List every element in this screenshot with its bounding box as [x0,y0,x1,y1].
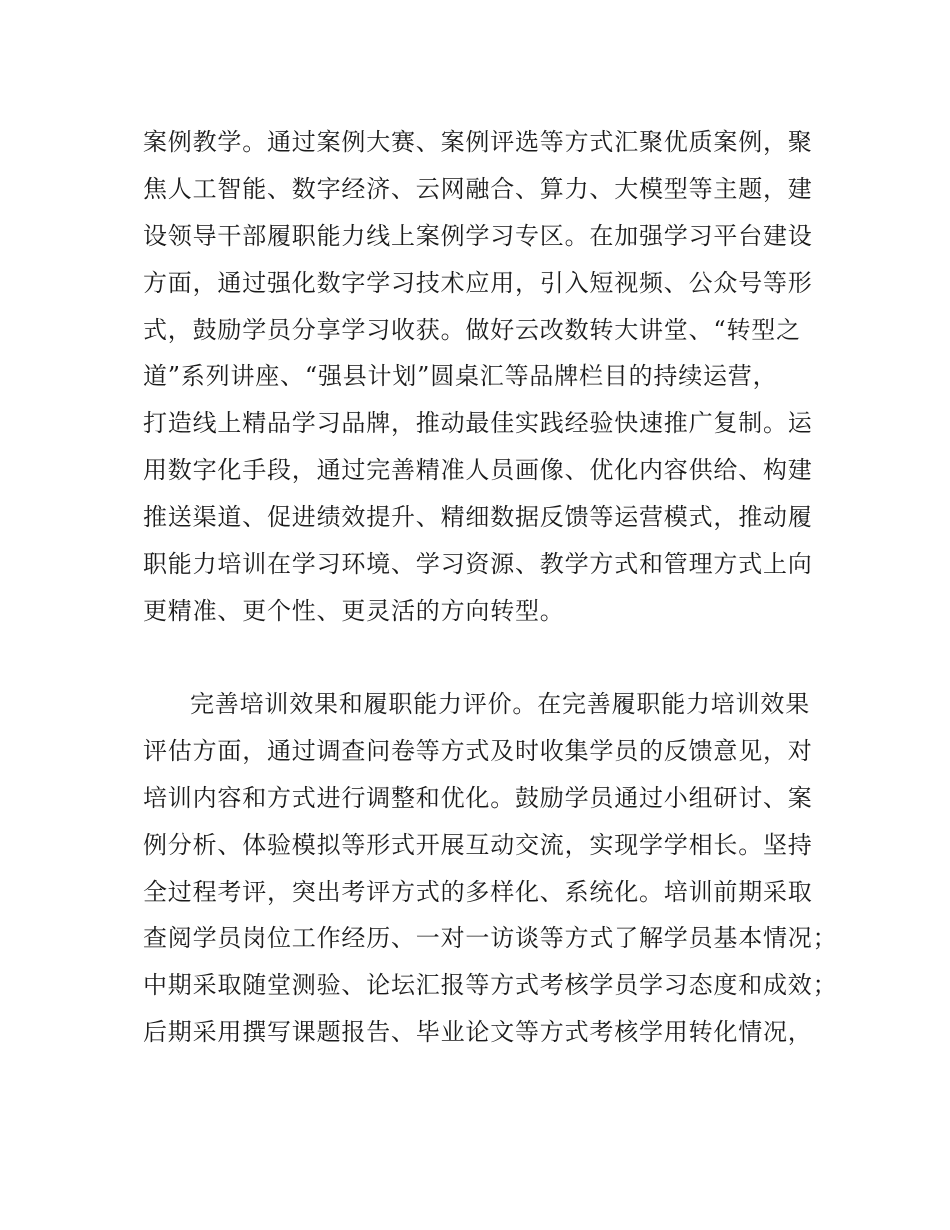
text-line: 推送渠道、促进绩效提升、精细数据反馈等运营模式，推动履 [143,503,813,532]
text-line: 评估方面，通过调查问卷等方式及时收集学员的反馈意见，对 [143,736,813,765]
text-line: 道”系列讲座、“强县计划”圆桌汇等品牌栏目的持续运营， [143,362,778,391]
text-line: 职能力培训在学习环境、学习资源、教学方式和管理方式上向 [143,550,813,579]
text-line: 培训内容和方式进行调整和优化。鼓励学员通过小组研讨、案 [143,783,813,812]
text-line: 式，鼓励学员分享学习收获。做好云改数转大讲堂、“转型之 [143,315,801,344]
text-line: 全过程考评，突出考评方式的多样化、系统化。培训前期采取 [143,877,813,906]
text-line: 案例教学。通过案例大赛、案例评选等方式汇聚优质案例，聚 [143,128,813,156]
paragraph-training-evaluation [143,681,838,1056]
text-line: 方面，通过强化数字学习技术应用，引入短视频、公众号等形 [143,268,813,297]
text-line: 更精准、更个性、更灵活的方向转型。 [143,596,565,625]
paragraph-case-teaching [143,119,823,635]
text-line: 设领导干部履职能力线上案例学习专区。在加强学习平台建设 [143,221,813,250]
text-line: 打造线上精品学习品牌，推动最佳实践经验快速推广复制。运 [143,409,813,438]
text-line: 用数字化手段，通过完善精准人员画像、优化内容供给、构建 [143,456,813,485]
text-line: 中期采取随堂测验、论坛汇报等方式考核学员学习态度和成效； [143,971,838,1000]
text-line: 例分析、体验模拟等形式开展互动交流，实现学学相长。坚持 [143,830,813,859]
text-line: 完善培训效果和履职能力评价。在完善履职能力培训效果 [190,690,810,718]
text-line: 查阅学员岗位工作经历、一对一访谈等方式了解学员基本情况； [143,924,838,953]
text-line: 焦人工智能、数字经济、云网融合、算力、大模型等主题，建 [143,174,813,203]
text-line: 后期采用撰写课题报告、毕业论文等方式考核学用转化情况， [143,1018,813,1047]
